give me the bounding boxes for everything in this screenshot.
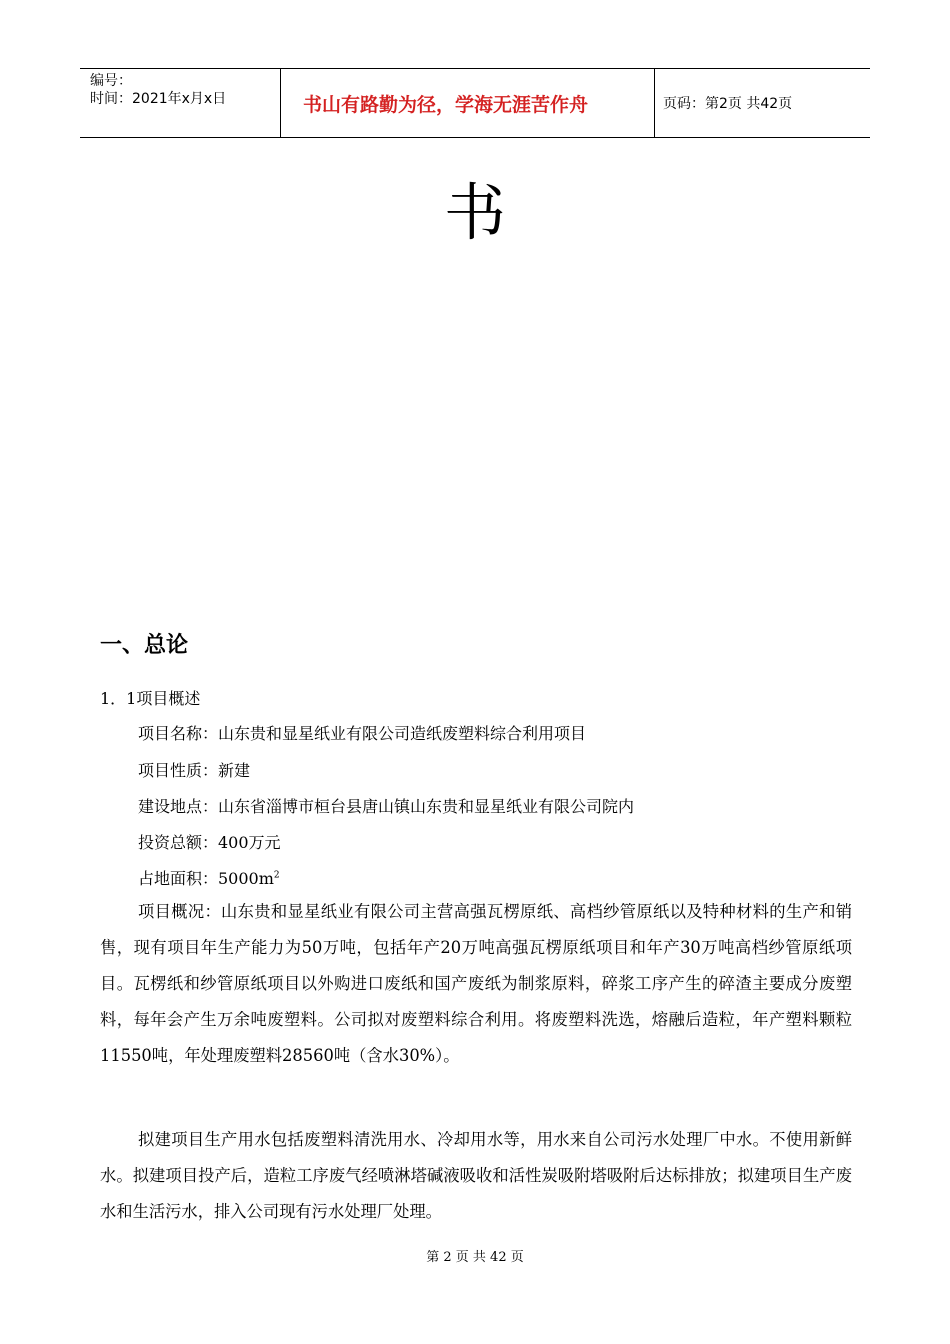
header-page-code: 页码：第2页 共42页 <box>663 96 793 112</box>
section-heading: 一、总论 <box>100 633 189 658</box>
large-title-character: 书 <box>443 176 506 249</box>
project-nature-line: 项目性质：新建 <box>138 761 251 780</box>
header-left-cell <box>80 69 281 137</box>
header-motto: 书山有路勤为径，学海无涯苦作舟 <box>303 93 589 116</box>
project-area-text: 占地面积：5000m <box>138 869 274 888</box>
document-time-label: 时间：2021年x月x日 <box>90 91 227 107</box>
document-header <box>80 68 870 138</box>
page-footer: 第 2 页 共 42 页 <box>426 1250 524 1265</box>
project-location-line: 建设地点：山东省淄博市桓台县唐山镇山东贵和显星纸业有限公司院内 <box>138 797 635 816</box>
area-unit-superscript: 2 <box>273 870 280 881</box>
project-name-line: 项目名称：山东贵和显星纸业有限公司造纸废塑料综合利用项目 <box>138 724 587 743</box>
water-usage-paragraph: 拟建项目生产用水包括废塑料清洗用水、冷却用水等，用水来自公司污水处理厂中水。不使用新鲜水。拟建项目投产后，造粒工序废气经喷淋塔碱液吸收和活性炭吸附塔吸附后达标排放；拟建项目生产废水和生活污水，排入公司现有污水处理厂处理。 <box>100 1130 852 1221</box>
document-number-label: 编号： <box>90 73 132 89</box>
project-overview-paragraph: 项目概况：山东贵和显星纸业有限公司主营高强瓦楞原纸、高档纱管原纸以及特种材料的生产和销售，现有项目年生产能力为50万吨，包括年产20万吨高强瓦楞原纸项目和年产30万吨高档纱管原纸项目。瓦楞纸和纱管原纸项目以外购进口废纸和国产废纸为制浆原料，碎浆工序产生的碎渣主要成分废塑料，每年会产生万余吨废塑料。公司拟对废塑料综合利用。将废塑料洗选，熔融后造粒，年产塑料颗粒11550吨，年处理废塑料28560吨（含水30%）。 <box>100 902 852 1065</box>
subsection-heading: 1．1项目概述 <box>100 689 201 708</box>
header-page-cell <box>655 69 870 137</box>
project-area-line <box>138 866 280 889</box>
project-investment-line: 投资总额：400万元 <box>138 833 281 852</box>
header-motto-cell <box>281 69 655 137</box>
